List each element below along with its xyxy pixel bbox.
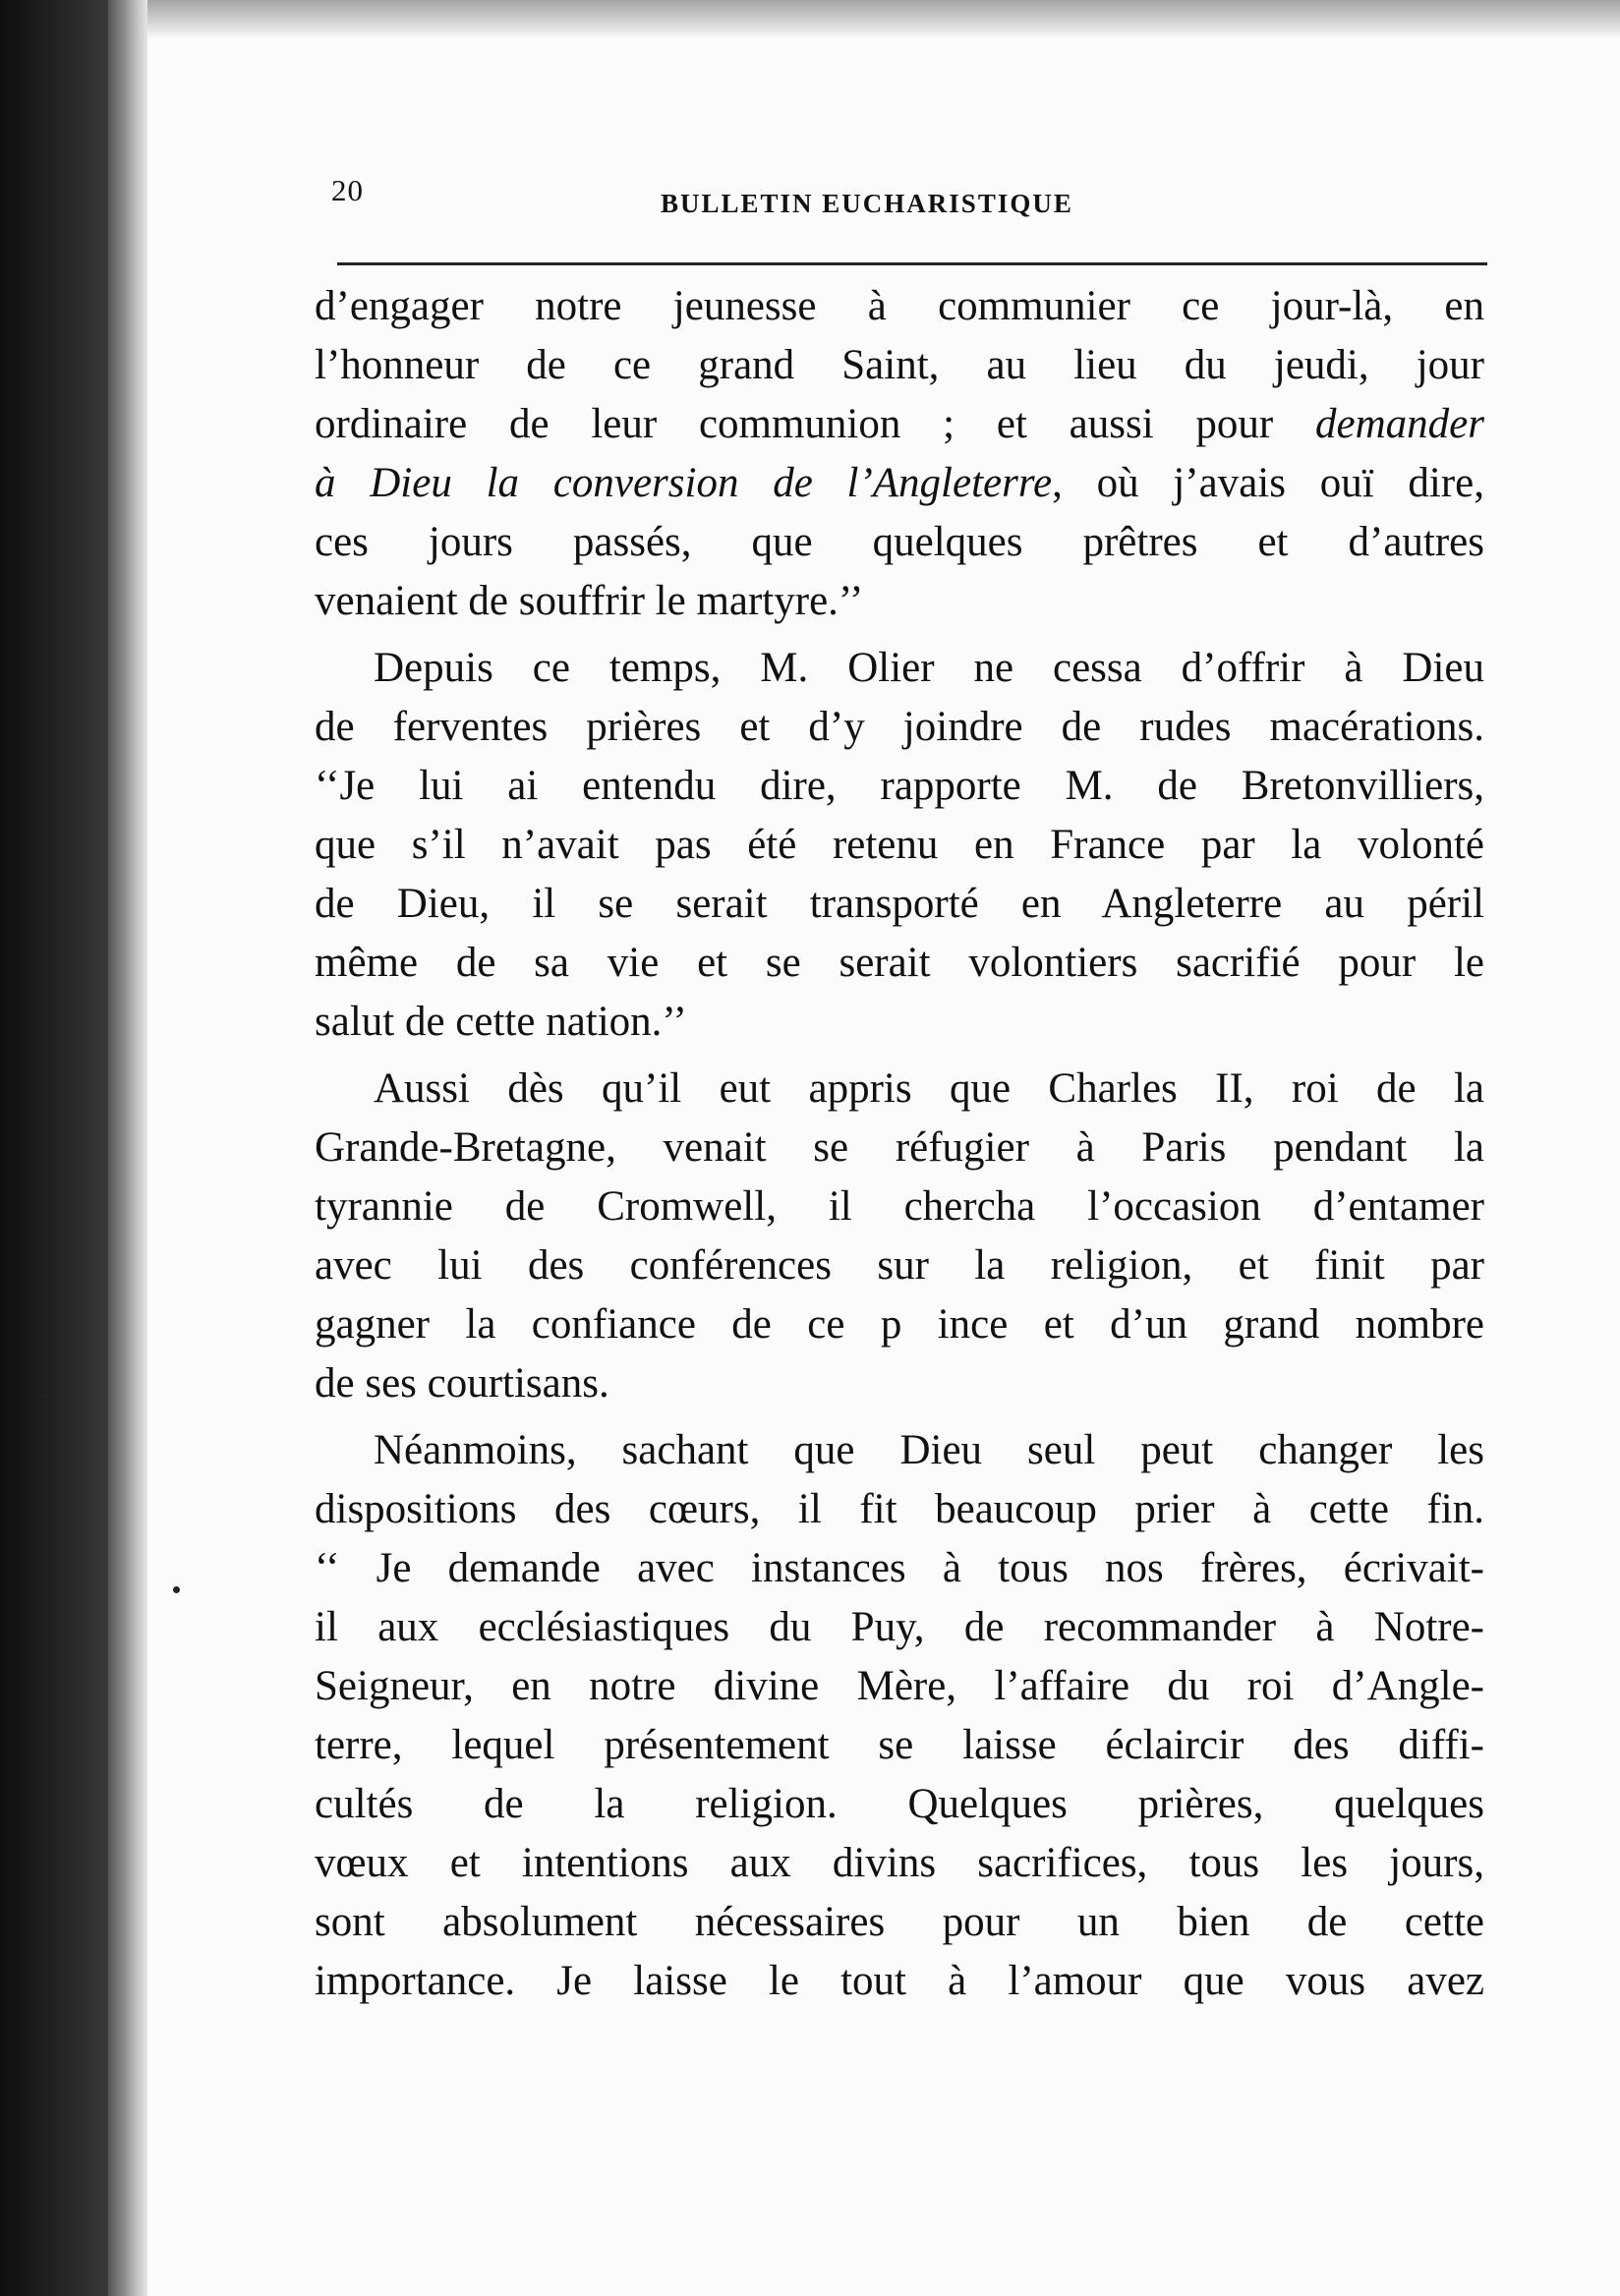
text-line: salut de cette nation.’’ — [315, 999, 687, 1045]
text-line: gagner la confiance de ce p ince et d’un grand nombre — [315, 1301, 1484, 1348]
body-text — [315, 277, 1484, 2011]
text-line: Grande-Bretagne, venait se réfugier à Paris pendant la — [315, 1124, 1484, 1171]
text-line: Depuis ce temps, M. Olier ne cessa d’offrir à Dieu — [374, 645, 1484, 691]
text-line — [315, 395, 1484, 454]
page-number: 20 — [331, 173, 364, 207]
text-line: de Dieu, il se serait transporté en Angleterre au péril — [315, 881, 1484, 927]
running-title: BULLETIN EUCHARISTIQUE — [661, 189, 1073, 218]
text-run: ordinaire de leur communion ; et aussi pour — [315, 401, 1274, 447]
text-line: Aussi dès qu’il eut appris que Charles II, roi de la — [374, 1065, 1484, 1112]
speck — [43, 1394, 48, 1399]
text-line: de ferventes prières et d’y joindre de rudes macérations. — [315, 704, 1484, 750]
header-rule — [337, 262, 1487, 265]
text-line: même de sa vie et se serait volontiers sacrifié pour le — [315, 940, 1484, 986]
text-line: sont absolument nécessaires pour un bien de cette — [315, 1899, 1484, 1945]
text-line: de ses courtisans. — [315, 1360, 609, 1406]
text-line — [315, 454, 1484, 513]
text-line: dispositions des cœurs, il fit beaucoup prier à cette fin. — [315, 1486, 1484, 1532]
text-line: cultés de la religion. Quelques prières, quelques — [315, 1781, 1484, 1827]
text-line: ‘‘Je lui ai entendu dire, rapporte M. de Bretonvilliers, — [315, 763, 1484, 809]
text-line: d’engager notre jeunesse à communier ce jour-là, en — [315, 283, 1484, 329]
text-line: Néanmoins, sachant que Dieu seul peut changer les — [374, 1427, 1484, 1473]
italic-phrase: demander — [1315, 401, 1484, 447]
top-shadow — [147, 0, 1620, 39]
text-line: importance. Je laisse le tout à l’amour que vous avez — [315, 1958, 1484, 2004]
text-line: ‘‘ Je demande avec instances à tous nos frères, écrivait- — [315, 1545, 1484, 1591]
text-line: l’honneur de ce grand Saint, au lieu du jeudi, jour — [315, 342, 1484, 388]
page-edge — [108, 0, 147, 2296]
text-line: ces jours passés, que quelques prêtres et d’autres — [315, 519, 1484, 565]
text-line: que s’il n’avait pas été retenu en France par la volonté — [315, 822, 1484, 868]
text-line: avec lui des conférences sur la religion, et finit par — [315, 1242, 1484, 1289]
text-line: venaient de souffrir le martyre.’’ — [315, 578, 864, 624]
text-line: terre, lequel présentement se laisse éclaircir des diffi- — [315, 1722, 1484, 1768]
text-line: il aux ecclésiastiques du Puy, de recommander à Notre- — [315, 1604, 1484, 1650]
page-header — [331, 173, 1491, 232]
speck — [173, 1586, 180, 1593]
text-line: Seigneur, en notre divine Mère, l’affaire du roi d’Angle- — [315, 1663, 1484, 1709]
italic-phrase: à Dieu la conversion de l’Angleterre — [315, 460, 1053, 506]
text-line: tyrannie de Cromwell, il chercha l’occasion d’entamer — [315, 1183, 1484, 1230]
text-run: , où j’avais ouï dire, — [1052, 460, 1484, 506]
text-line: vœux et intentions aux divins sacrifices, tous les jours, — [315, 1840, 1484, 1886]
